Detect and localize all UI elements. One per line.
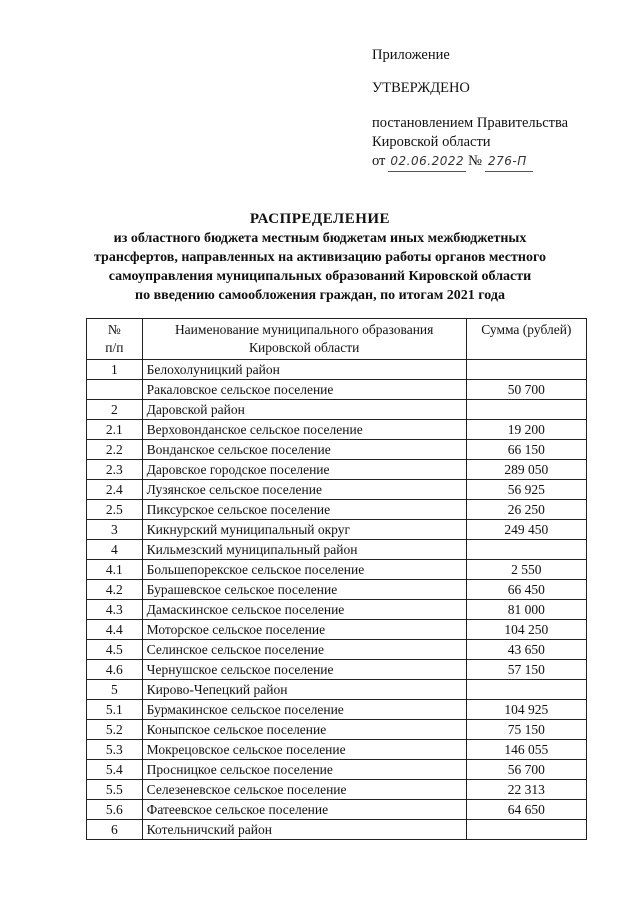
table-row: [87, 720, 587, 740]
row-sum-cell: 56 700: [466, 760, 586, 780]
row-sum-cell: [466, 820, 586, 840]
appendix-label: Приложение: [372, 47, 450, 63]
table-row: [87, 760, 587, 780]
row-sum-cell: 249 450: [466, 520, 586, 540]
table-header-row: [87, 319, 587, 360]
row-sum-cell: 26 250: [466, 500, 586, 520]
row-sum-cell: 104 250: [466, 620, 586, 640]
row-name-cell: Кирово-Чепецкий район: [142, 680, 466, 700]
handwritten-number: 276-П: [485, 152, 533, 172]
decree-line-1: постановлением Правительства: [372, 115, 569, 131]
approved-label: УТВЕРЖДЕНО: [372, 80, 470, 96]
row-name-cell: Кильмезский муниципальный район: [142, 540, 466, 560]
row-sum-cell: 104 925: [466, 700, 586, 720]
row-name-cell: Моторское сельское поселение: [142, 620, 466, 640]
subtitle-line: трансфертов, направленных на активизацию работы органов местного: [94, 250, 546, 265]
row-name-cell: Бурашевское сельское поселение: [142, 580, 466, 600]
table-row: [87, 360, 587, 380]
handwritten-date: 02.06.2022: [388, 152, 466, 172]
document-title: РАСПРЕДЕЛЕНИЕ: [249, 211, 391, 227]
row-number-cell: 2.2: [87, 440, 143, 460]
table-row: [87, 440, 587, 460]
row-number-cell: 1: [87, 360, 143, 380]
subtitle-line: из областного бюджета местным бюджетам иных межбюджетных: [113, 231, 527, 246]
row-sum-cell: 64 650: [466, 800, 586, 820]
document-title-block: [0, 209, 640, 305]
row-sum-cell: 75 150: [466, 720, 586, 740]
row-sum-cell: 66 150: [466, 440, 586, 460]
table-row: [87, 800, 587, 820]
row-sum-cell: 146 055: [466, 740, 586, 760]
row-name-cell: Вонданское сельское поселение: [142, 440, 466, 460]
header-name: Наименование муниципального образования Кировской области: [142, 319, 466, 360]
date-prefix: от: [372, 153, 386, 169]
row-sum-cell: 22 313: [466, 780, 586, 800]
table-row: [87, 820, 587, 840]
row-sum-cell: [466, 360, 586, 380]
row-sum-cell: [466, 680, 586, 700]
row-name-cell: Коныпское сельское поселение: [142, 720, 466, 740]
row-number-cell: 5.2: [87, 720, 143, 740]
row-sum-cell: 19 200: [466, 420, 586, 440]
distribution-table: [86, 318, 587, 840]
row-name-cell: Мокрецовское сельское поселение: [142, 740, 466, 760]
row-name-cell: Кикнурский муниципальный округ: [142, 520, 466, 540]
table-row: [87, 420, 587, 440]
row-sum-cell: 57 150: [466, 660, 586, 680]
row-sum-cell: 50 700: [466, 380, 586, 400]
row-sum-cell: 2 550: [466, 560, 586, 580]
row-sum-cell: [466, 400, 586, 420]
table-row: [87, 580, 587, 600]
table-row: [87, 780, 587, 800]
row-name-cell: Даровское городское поселение: [142, 460, 466, 480]
row-number-cell: 2: [87, 400, 143, 420]
table-row: [87, 620, 587, 640]
row-name-cell: Большепорекское сельское поселение: [142, 560, 466, 580]
row-number-cell: 5.4: [87, 760, 143, 780]
header-number: № п/п: [87, 319, 143, 360]
row-sum-cell: 81 000: [466, 600, 586, 620]
row-number-cell: 2.3: [87, 460, 143, 480]
row-name-cell: Даровской район: [142, 400, 466, 420]
row-name-cell: Селинское сельское поселение: [142, 640, 466, 660]
row-name-cell: Просницкое сельское поселение: [142, 760, 466, 780]
row-number-cell: 4.1: [87, 560, 143, 580]
row-number-cell: 2.4: [87, 480, 143, 500]
approval-block: [372, 46, 568, 172]
table-row: [87, 380, 587, 400]
row-number-cell: 5.6: [87, 800, 143, 820]
table-row: [87, 740, 587, 760]
table-row: [87, 480, 587, 500]
row-number-cell: 5.3: [87, 740, 143, 760]
number-sign: №: [468, 153, 482, 169]
row-number-cell: 4.2: [87, 580, 143, 600]
row-number-cell: 4: [87, 540, 143, 560]
table-row: [87, 540, 587, 560]
row-name-cell: Фатеевское сельское поселение: [142, 800, 466, 820]
row-number-cell: 4.3: [87, 600, 143, 620]
row-sum-cell: [466, 540, 586, 560]
row-name-cell: Чернушское сельское поселение: [142, 660, 466, 680]
decree-line-2: Кировской области: [372, 134, 491, 150]
table-row: [87, 500, 587, 520]
table-row: [87, 400, 587, 420]
row-sum-cell: 289 050: [466, 460, 586, 480]
table-row: [87, 600, 587, 620]
row-name-cell: Верховонданское сельское поселение: [142, 420, 466, 440]
row-name-cell: Селезеневское сельское поселение: [142, 780, 466, 800]
row-name-cell: Котельничский район: [142, 820, 466, 840]
row-name-cell: Пиксурское сельское поселение: [142, 500, 466, 520]
subtitle-line: по введению самообложения граждан, по итогам 2021 года: [135, 288, 505, 303]
row-name-cell: Дамаскинское сельское поселение: [142, 600, 466, 620]
decree-date-line: [372, 152, 568, 172]
row-number-cell: 5.5: [87, 780, 143, 800]
row-number-cell: 6: [87, 820, 143, 840]
row-sum-cell: 56 925: [466, 480, 586, 500]
subtitle-line: самоуправления муниципальных образований Кировской области: [108, 269, 532, 284]
row-number-cell: 4.4: [87, 620, 143, 640]
table-row: [87, 460, 587, 480]
row-number-cell: 2.1: [87, 420, 143, 440]
row-number-cell: 4.5: [87, 640, 143, 660]
row-name-cell: Бурмакинское сельское поселение: [142, 700, 466, 720]
row-number-cell: 4.6: [87, 660, 143, 680]
table-row: [87, 680, 587, 700]
row-name-cell: Лузянское сельское поселение: [142, 480, 466, 500]
row-number-cell: [87, 380, 143, 400]
row-number-cell: 3: [87, 520, 143, 540]
table-row: [87, 700, 587, 720]
row-sum-cell: 43 650: [466, 640, 586, 660]
row-number-cell: 5: [87, 680, 143, 700]
row-name-cell: Белохолуницкий район: [142, 360, 466, 380]
row-number-cell: 2.5: [87, 500, 143, 520]
table-row: [87, 520, 587, 540]
table-row: [87, 660, 587, 680]
header-sum: Сумма (рублей): [466, 319, 586, 360]
row-name-cell: Ракаловское сельское поселение: [142, 380, 466, 400]
row-sum-cell: 66 450: [466, 580, 586, 600]
row-number-cell: 5.1: [87, 700, 143, 720]
table-row: [87, 560, 587, 580]
table-row: [87, 640, 587, 660]
